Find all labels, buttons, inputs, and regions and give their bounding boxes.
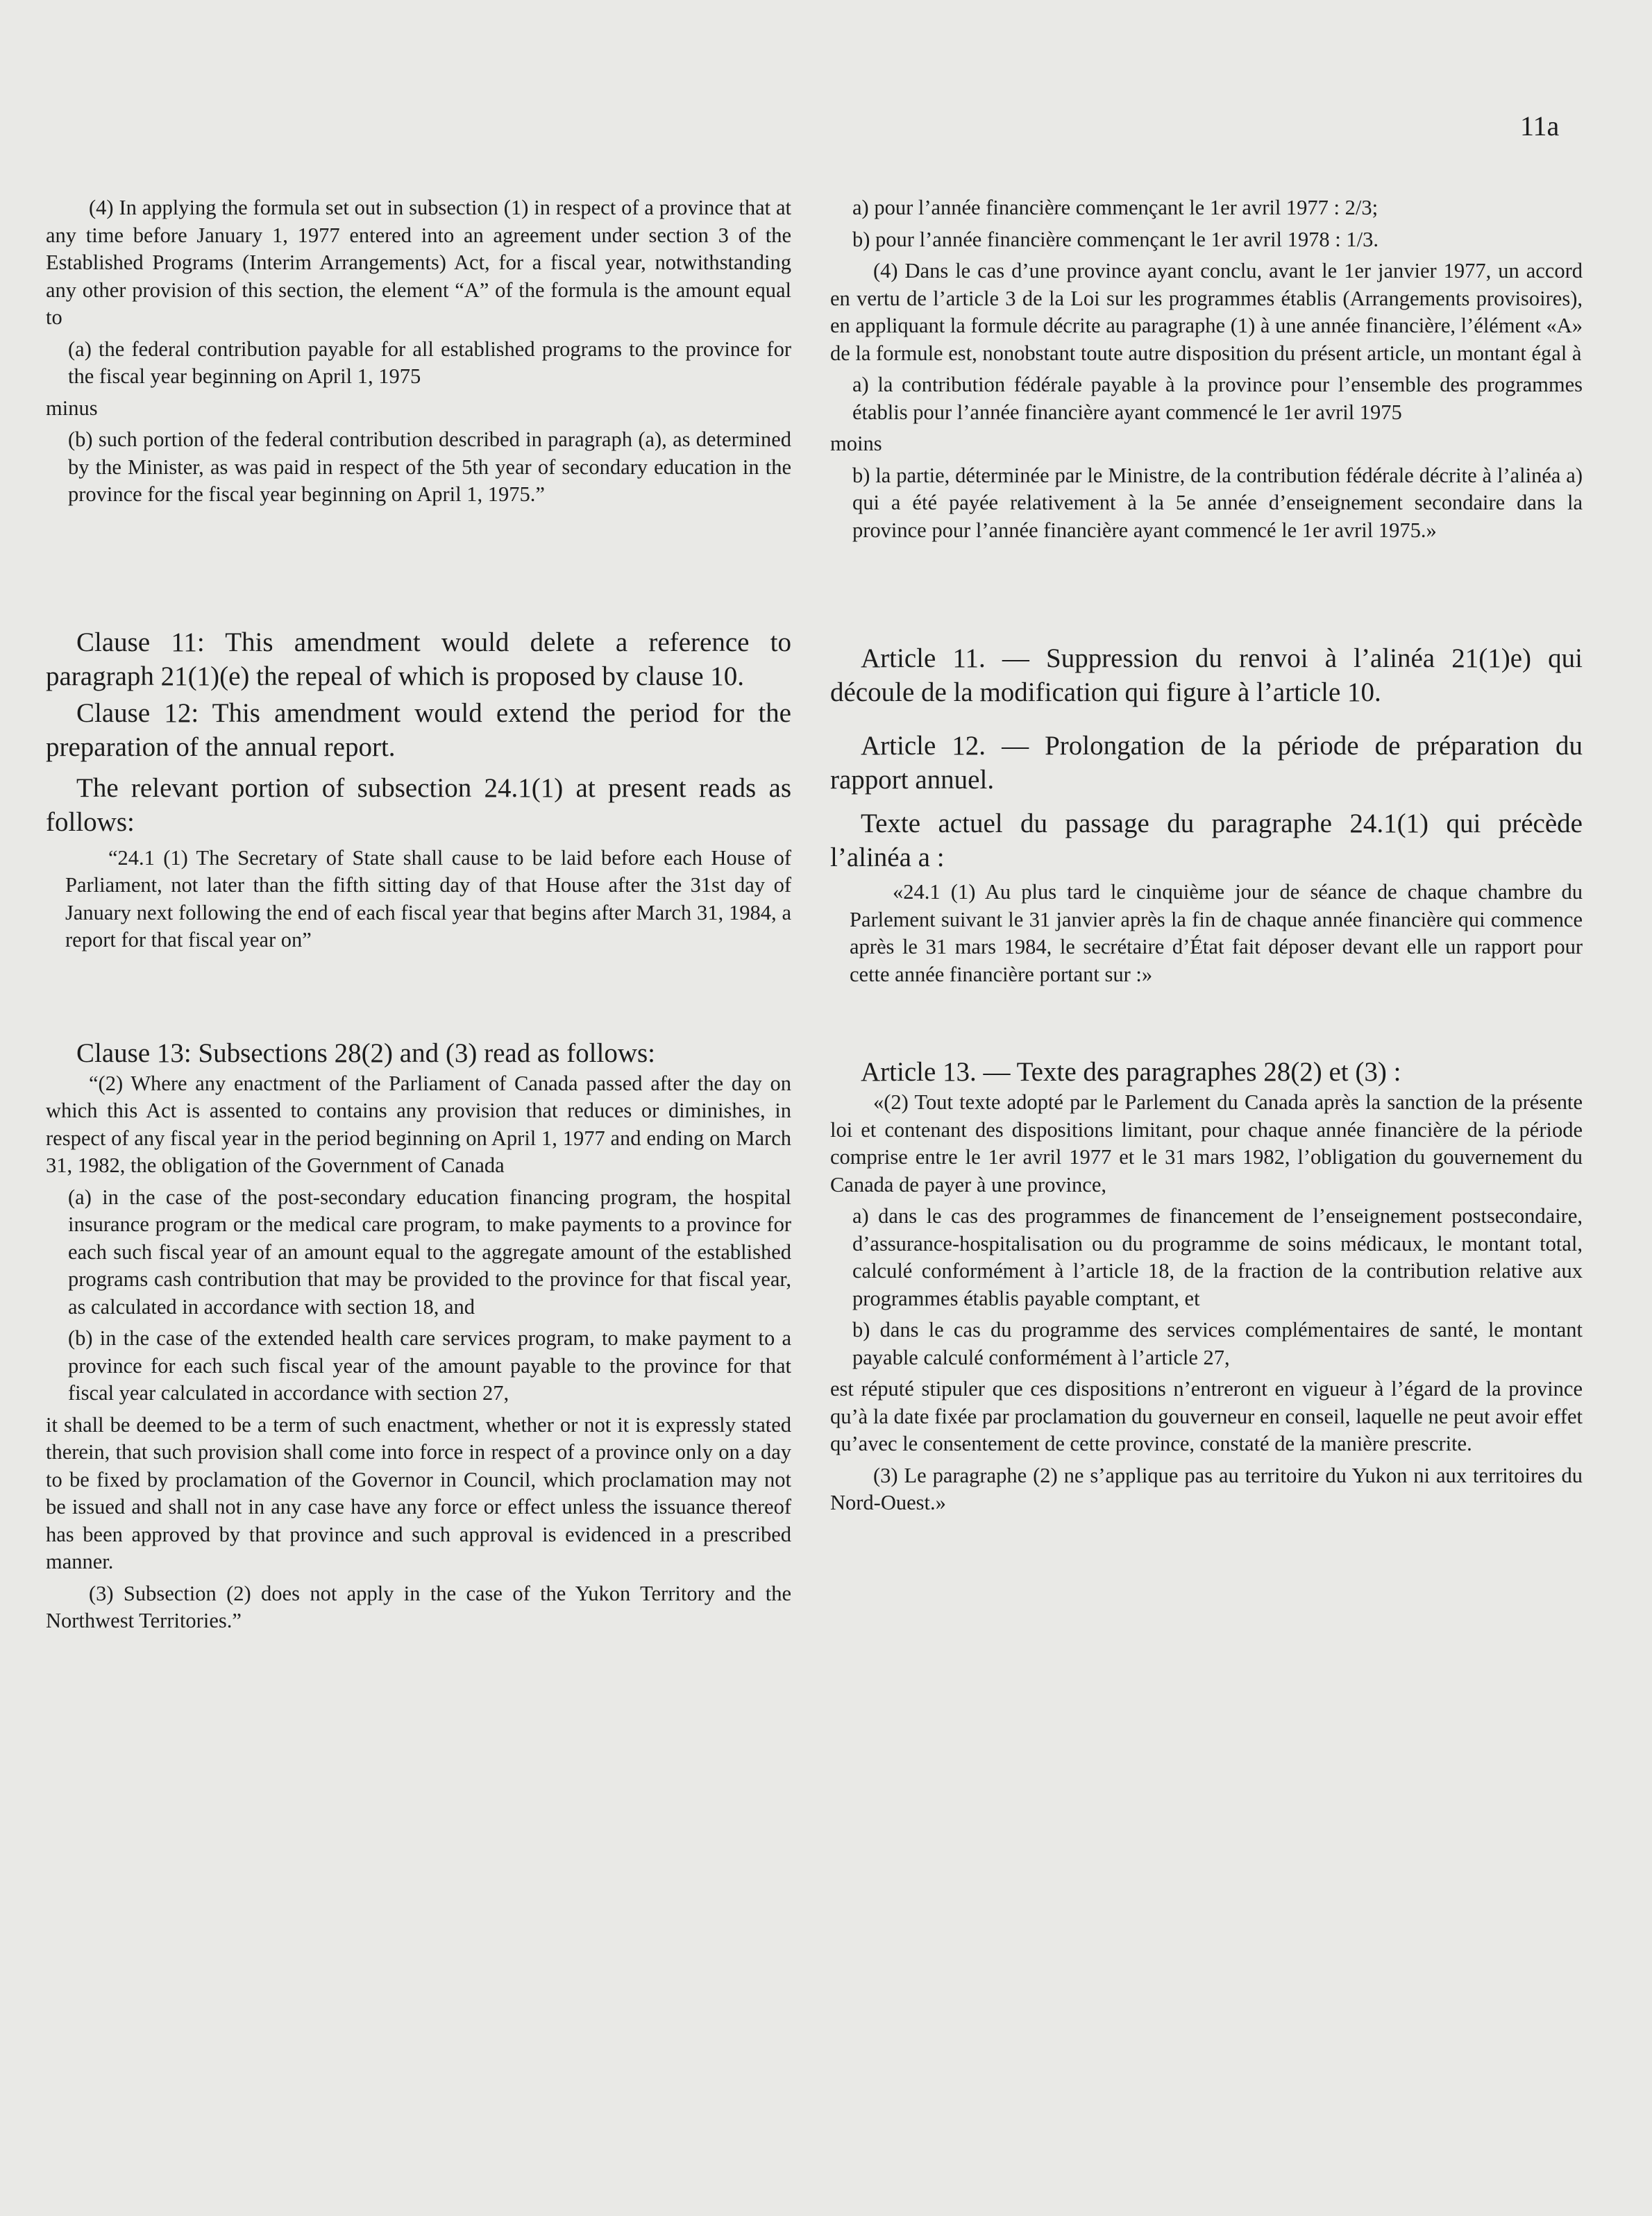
en-subsection-2: “(2) Where any enactment of the Parliament of Canada passed after the day on which this Act is assented to contains any provision that reduces or diminishes, in respect of any fiscal year in the period beginning on April 1, 1977 and ending on March 31, 1982, the obligation of the Government of Canada [46,1071,791,1177]
en-minus: minus [46,396,98,420]
fr-paragraph-a: a) la contribution fédérale payable à la province pour l’ensemble des programmes établis pour l’année financière ayant commencé le 1er avril 1975 [852,373,1583,424]
fr-subsection-2-b: b) dans le cas du programme des services complémentaires de santé, le montant payable calculé conformément à l’article 27, [852,1318,1583,1369]
fr-line-b: b) pour l’année financière commençant le 1er avril 1978 : 1/3. [852,227,1379,251]
english-column [46,194,791,1635]
fr-paragraph-b: b) la partie, déterminée par le Ministre, de la contribution fédérale décrite à l’alinéa a) qui a été payée relativement à la 5e année d’enseignement secondaire dans la province pour l’année financière ayant commencé le 1er avril 1975.» [852,463,1583,542]
page-number: 11a [1520,110,1560,142]
en-subsection-3: (3) Subsection (2) does not apply in the case of the Yukon Territory and the Northwest Territories.” [46,1581,791,1632]
fr-texte-actuel: Texte actuel du passage du paragraphe 24.1(1) qui précède l’alinéa a : [830,809,1583,872]
fr-subsection-2: «(2) Tout texte adopté par le Parlement du Canada après la sanction de la présente loi et contenant des dispositions limitant, pour chaque année financière de la période comprise entre le 1er avril 1977 et le 31 mars 1982, l’obligation du gouvernement du Canada de payer à une province, [830,1090,1583,1196]
en-quote-24-1: “24.1 (1) The Secretary of State shall cause to be laid before each House of Parliament, not later than the fifth sitting day of that House after the 31st day of January next following the end of each fiscal year that begins after March 31, 1984, a report for that fiscal year on” [65,845,791,951]
en-subsection-2-b: (b) in the case of the extended health care services program, to make payment to a province for each such fiscal year of the amount payable to the province for that fiscal year calculated in accordance with section 27, [68,1326,791,1405]
fr-article-12: Article 12. — Prolongation de la période de préparation du rapport annuel. [830,731,1583,795]
en-subsection-2-a: (a) in the case of the post-secondary education financing program, the hospital insurance program or the medical care program, to make payments to a province for each such fiscal year of an amount equal to the aggregate amount of the established programs cash contribution that may be provided to the province for that fiscal year, as calculated in accordance with section 18, and [68,1185,791,1319]
fr-article-13: Article 13. — Texte des paragraphes 28(2) et (3) : [861,1057,1401,1087]
en-clause-12: Clause 12: This amendment would extend the period for the preparation of the annual report. [46,697,791,762]
en-clause-13: Clause 13: Subsections 28(2) and (3) read as follows: [76,1038,656,1068]
en-subsection-2-tail: it shall be deemed to be a term of such enactment, whether or not it is expressly stated therein, that such provision shall come into force in respect of a province only on a day to be fixed by proclamation of the Governor in Council, which proclamation may not be issued and shall not in any case have any force or effect unless the issuance thereof has been approved by that province and such approval is evidenced in a prescribed manner. [46,1412,791,1573]
fr-subsection-2-a: a) dans le cas des programmes de financement de l’enseignement postsecondaire, d’assurance-hospitalisation ou du programme de soins médicaux, le montant total, calculé conformément à l’article 18, de la fraction de la contribution relative aux programmes établis payable comptant, et [852,1204,1583,1310]
fr-line-a: a) pour l’année financière commençant le 1er avril 1977 : 2/3; [852,196,1379,219]
en-subsection-4: (4) In applying the formula set out in subsection (1) in respect of a province that at any time before January 1, 1977 entered into an agreement under section 3 of the Established Programs (Interim Arrangements) Act, for a fiscal year, notwithstanding any other provision of this section, the element “A” of the formula is the amount equal to [46,196,791,329]
fr-subsection-3: (3) Le paragraphe (2) ne s’applique pas au territoire du Yukon ni aux territoires du Nord-Ouest.» [830,1463,1583,1514]
en-paragraph-b: (b) such portion of the federal contribution described in paragraph (a), as determined by the Minister, as was paid in respect of the 5th year of secondary education in the province for the fiscal year beginning on April 1, 1975.” [68,428,791,506]
en-relevant-portion: The relevant portion of subsection 24.1(1) at present reads as follows: [46,772,791,837]
fr-article-11: Article 11. — Suppression du renvoi à l’alinéa 21(1)e) qui découle de la modification qui figure à l’article 10. [830,643,1583,707]
fr-moins: moins [830,432,882,455]
fr-quote-24-1: «24.1 (1) Au plus tard le cinquième jour de séance de chaque chambre du Parlement suivant le 31 janvier après la fin de chaque année financière qui commence après le 31 mars 1984, le secrétaire d’État fait déposer devant elle un rapport pour cette année financière portant sur :» [850,880,1583,986]
en-paragraph-a: (a) the federal contribution payable for all established programs to the province for the fiscal year beginning on April 1, 1975 [68,337,791,388]
en-clause-11: Clause 11: This amendment would delete a reference to paragraph 21(1)(e) the repeal of which is proposed by clause 10. [46,627,791,691]
french-column [830,194,1583,1517]
fr-subsection-4: (4) Dans le cas d’une province ayant conclu, avant le 1er janvier 1977, un accord en vertu de l’article 3 de la Loi sur les programmes établis (Arrangements provisoires), en appliquant la formule décrite au paragraphe (1) à une année financière, l’élément «A» de la formule est, nonobstant toute autre disposition du présent article, un montant égal à [830,259,1583,365]
fr-subsection-2-tail: est réputé stipuler que ces dispositions n’entreront en vigueur à l’égard de la province qu’à la date fixée par proclamation du gouverneur en conseil, laquelle ne peut avoir effet qu’avec le consentement de cette province, constaté de la manière prescrite. [830,1377,1583,1455]
